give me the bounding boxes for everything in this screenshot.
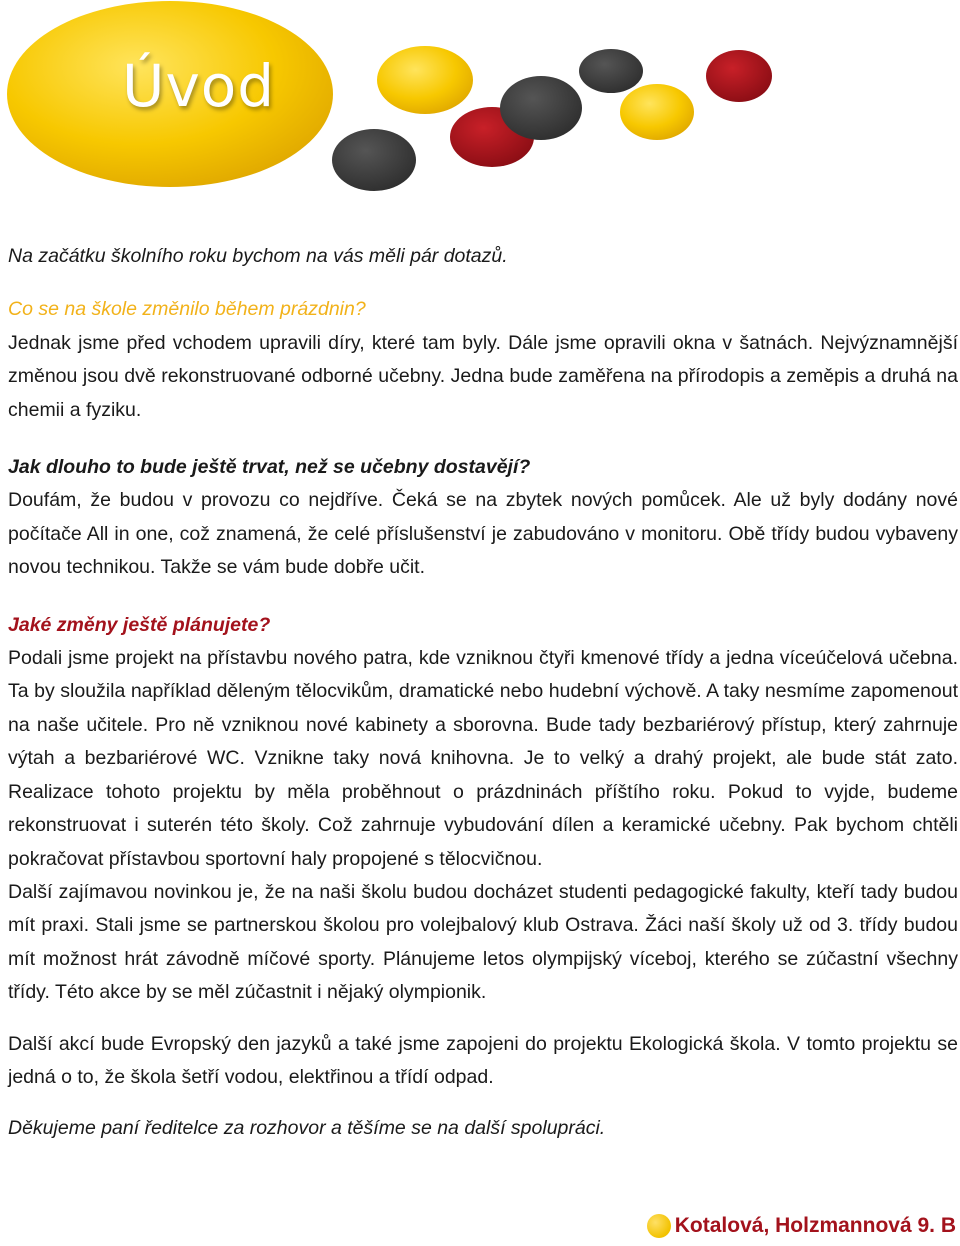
dark-dot-3: [579, 49, 643, 93]
dark-dot-2: [500, 76, 582, 140]
authors-label: Kotalová, Holzmannová 9. B: [674, 1214, 956, 1237]
yellow-dot-1: [377, 46, 473, 114]
answer-2: Doufám, že budou v provozu co nejdříve. Čeká se na zbytek nových pomůcek. Ale už byly dodány nové počítače All in one, což znamená, že celé příslušenství je zabudováno v monitoru. Obě třídy budou vybaveny novou technikou. Takže se vám bude dobře učit.: [8, 489, 958, 579]
article-body: [8, 240, 958, 1146]
yellow-dot-icon: [647, 1214, 671, 1238]
closing-paragraph: Další akcí bude Evropský den jazyků a také jsme zapojeni do projektu Ekologická škola. V tomto projektu se jedná o to, že škola šetří vodou, elektřinou a třídí odpad.: [8, 1032, 958, 1088]
intro-text: Na začátku školního roku bychom na vás měli pár dotazů.: [8, 245, 508, 267]
page-title: Úvod: [122, 52, 276, 120]
red-dot-2: [706, 50, 772, 102]
dark-dot-1: [332, 129, 416, 191]
author-footer: [647, 1214, 956, 1238]
question-1: Co se na škole změnilo během prázdnin?: [8, 298, 366, 321]
question-3: Jaké změny ještě plánujete?: [8, 613, 271, 636]
yellow-dot-2: [620, 84, 694, 140]
answer-3: Podali jsme projekt na přístavbu nového patra, kde vzniknou čtyři kmenové třídy a jedna víceúčelová učebna. Ta by sloužila například děleným tělocvikům, dramatické nebo hudební výchově. A taky nesmíme zapomenout na naše učitele. Pro ně vzniknou nové kabinety a sborovna. Bude tady bezbariérový přístup, který zahrnuje výtah a bezbariérové WC. Vznikne taky nová knihovna. Je to velký a drahý projekt, ale bude stát zato. Realizace tohoto projektu by měla proběhnout o prázdninách příštího roku. Pokud to vyjde, budeme rekonstruovat i suterén této školy. Což zahrnuje vybudování dílen a keramické učebny. Pak bychom chtěli pokračovat přístavbou sportovní haly propojené s tělocvičnou.: [8, 647, 958, 870]
answer-3-continued: Další zajímavou novinkou je, že na naši školu budou docházet studenti pedagogické fakulty, kteří tady budou mít praxi. Stali jsme se partnerskou školou pro volejbalový klub Ostrava. Žáci naší školy už od 3. třídy budou mít možnost hrát závodně míčové sporty. Plánujeme letos olympijský víceboj, kterého se zúčastní všechny třídy. Této akce by se měl zúčastnit i nějaký olympionik.: [8, 880, 958, 1004]
question-2: Jak dlouho to bude ještě trvat, než se učebny dostavějí?: [8, 456, 531, 479]
answer-1: Jednak jsme před vchodem upravili díry, které tam byly. Dále jsme opravili okna v šatnách. Nejvýznamnější změnou jsou dvě rekonstruované odborné učebny. Jedna bude zaměřena na přírodopis a zeměpis a druhá na chemii a fyziku.: [8, 331, 958, 421]
thanks-text: Děkujeme paní ředitelce za rozhovor a těšíme se na další spolupráci.: [8, 1117, 606, 1140]
